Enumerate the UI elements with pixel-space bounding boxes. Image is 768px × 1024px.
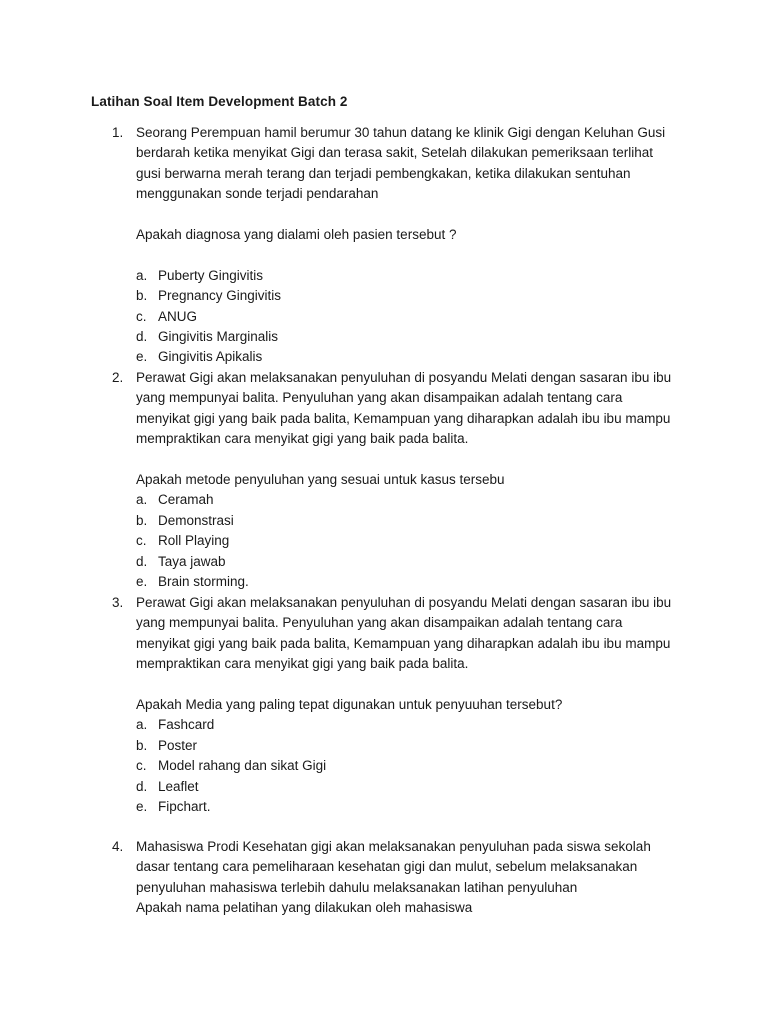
option-letter: c.	[136, 533, 147, 549]
option-text: Puberty Gingivitis	[158, 267, 264, 283]
question-stem: Seorang Perempuan hamil berumur 30 tahun datang ke klinik Gigi dengan Keluhan Gusi berdarah ketika menyikat Gigi dan terasa sakit, Setelah dilakukan pemeriksaan terlihat gusi berwarna merah terang dan terjadi pembengkakan, ketika dilakukan sentuhan menggunakan sonde terjadi pendarahan	[136, 125, 666, 202]
option-text: Fashcard	[158, 717, 215, 733]
option-text: ANUG	[158, 308, 198, 324]
option-text: Ceramah	[158, 492, 214, 508]
option-text: Gingivitis Apikalis	[158, 349, 263, 365]
answer-option	[136, 797, 672, 817]
answer-option	[136, 777, 672, 797]
answer-option	[136, 490, 672, 510]
answer-option	[136, 572, 672, 592]
question-2	[112, 368, 672, 592]
option-letter: a.	[136, 267, 148, 283]
document-title: Latihan Soal Item Development Batch 2	[91, 94, 348, 109]
option-text: Roll Playing	[158, 533, 230, 549]
option-text: Brain storming.	[158, 573, 249, 589]
option-letter: e.	[136, 349, 148, 365]
question-stem: Perawat Gigi akan melaksanakan penyuluhan di posyandu Melati dengan sasaran ibu ibu yang mempunyai balita. Penyuluhan yang akan disampaikan adalah tentang cara menyikat gigi yang baik pada balita, Kemampuan yang diharapkan adalah ibu ibu mampu mempraktikan cara menyikat gigi yang baik pada balita.	[136, 370, 672, 447]
answer-option	[136, 307, 672, 327]
answer-option	[136, 531, 672, 551]
option-text: Fipchart.	[158, 798, 211, 814]
option-letter: a.	[136, 717, 148, 733]
option-letter: d.	[136, 778, 148, 794]
answer-options	[136, 715, 672, 817]
option-text: Demonstrasi	[158, 512, 234, 528]
option-letter: e.	[136, 798, 148, 814]
question-3	[112, 593, 672, 817]
question-prompt: Apakah metode penyuluhan yang sesuai untuk kasus tersebu	[136, 472, 505, 488]
answer-options	[136, 490, 672, 592]
question-number: 1.	[112, 125, 124, 140]
option-letter: c.	[136, 308, 147, 324]
question-prompt: Apakah nama pelatihan yang dilakukan oleh mahasiswa	[136, 900, 473, 916]
answer-option	[136, 347, 672, 367]
answer-option	[136, 736, 672, 756]
option-text: Gingivitis Marginalis	[158, 328, 279, 344]
option-letter: e.	[136, 573, 148, 589]
option-text: Poster	[158, 737, 198, 753]
question-prompt: Apakah Media yang paling tepat digunakan untuk penyuuhan tersebut?	[136, 697, 563, 713]
answer-options	[136, 266, 672, 368]
option-letter: c.	[136, 758, 147, 774]
answer-option	[136, 327, 672, 347]
option-letter: d.	[136, 328, 148, 344]
question-4	[112, 837, 672, 919]
question-number: 3.	[112, 595, 124, 610]
question-number: 4.	[112, 839, 124, 854]
option-letter: b.	[136, 737, 148, 753]
question-stem: Mahasiswa Prodi Kesehatan gigi akan melaksanakan penyuluhan pada siswa sekolah dasar tentang cara pemeliharaan kesehatan gigi dan mulut, sebelum melaksanakan penyuluhan mahasiswa terlebih dahulu melaksanakan latihan penyuluhan	[136, 839, 651, 895]
answer-option	[136, 266, 672, 286]
answer-option	[136, 511, 672, 531]
option-text: Model rahang dan sikat Gigi	[158, 758, 327, 774]
option-text: Leaflet	[158, 778, 199, 794]
option-letter: b.	[136, 288, 148, 304]
option-letter: a.	[136, 492, 148, 508]
question-stem: Perawat Gigi akan melaksanakan penyuluhan di posyandu Melati dengan sasaran ibu ibu yang mempunyai balita. Penyuluhan yang akan disampaikan adalah tentang cara menyikat gigi yang baik pada balita, Kemampuan yang diharapkan adalah ibu ibu mampu mempraktikan cara menyikat gigi yang baik pada balita.	[136, 595, 672, 672]
option-letter: d.	[136, 553, 148, 569]
option-letter: b.	[136, 512, 148, 528]
answer-option	[136, 552, 672, 572]
answer-option	[136, 715, 672, 735]
question-prompt: Apakah diagnosa yang dialami oleh pasien tersebut ?	[136, 227, 457, 243]
question-1	[112, 123, 672, 368]
question-number: 2.	[112, 370, 124, 385]
option-text: Pregnancy Gingivitis	[158, 288, 282, 304]
option-text: Taya jawab	[158, 553, 226, 569]
answer-option	[136, 756, 672, 776]
answer-option	[136, 286, 672, 306]
